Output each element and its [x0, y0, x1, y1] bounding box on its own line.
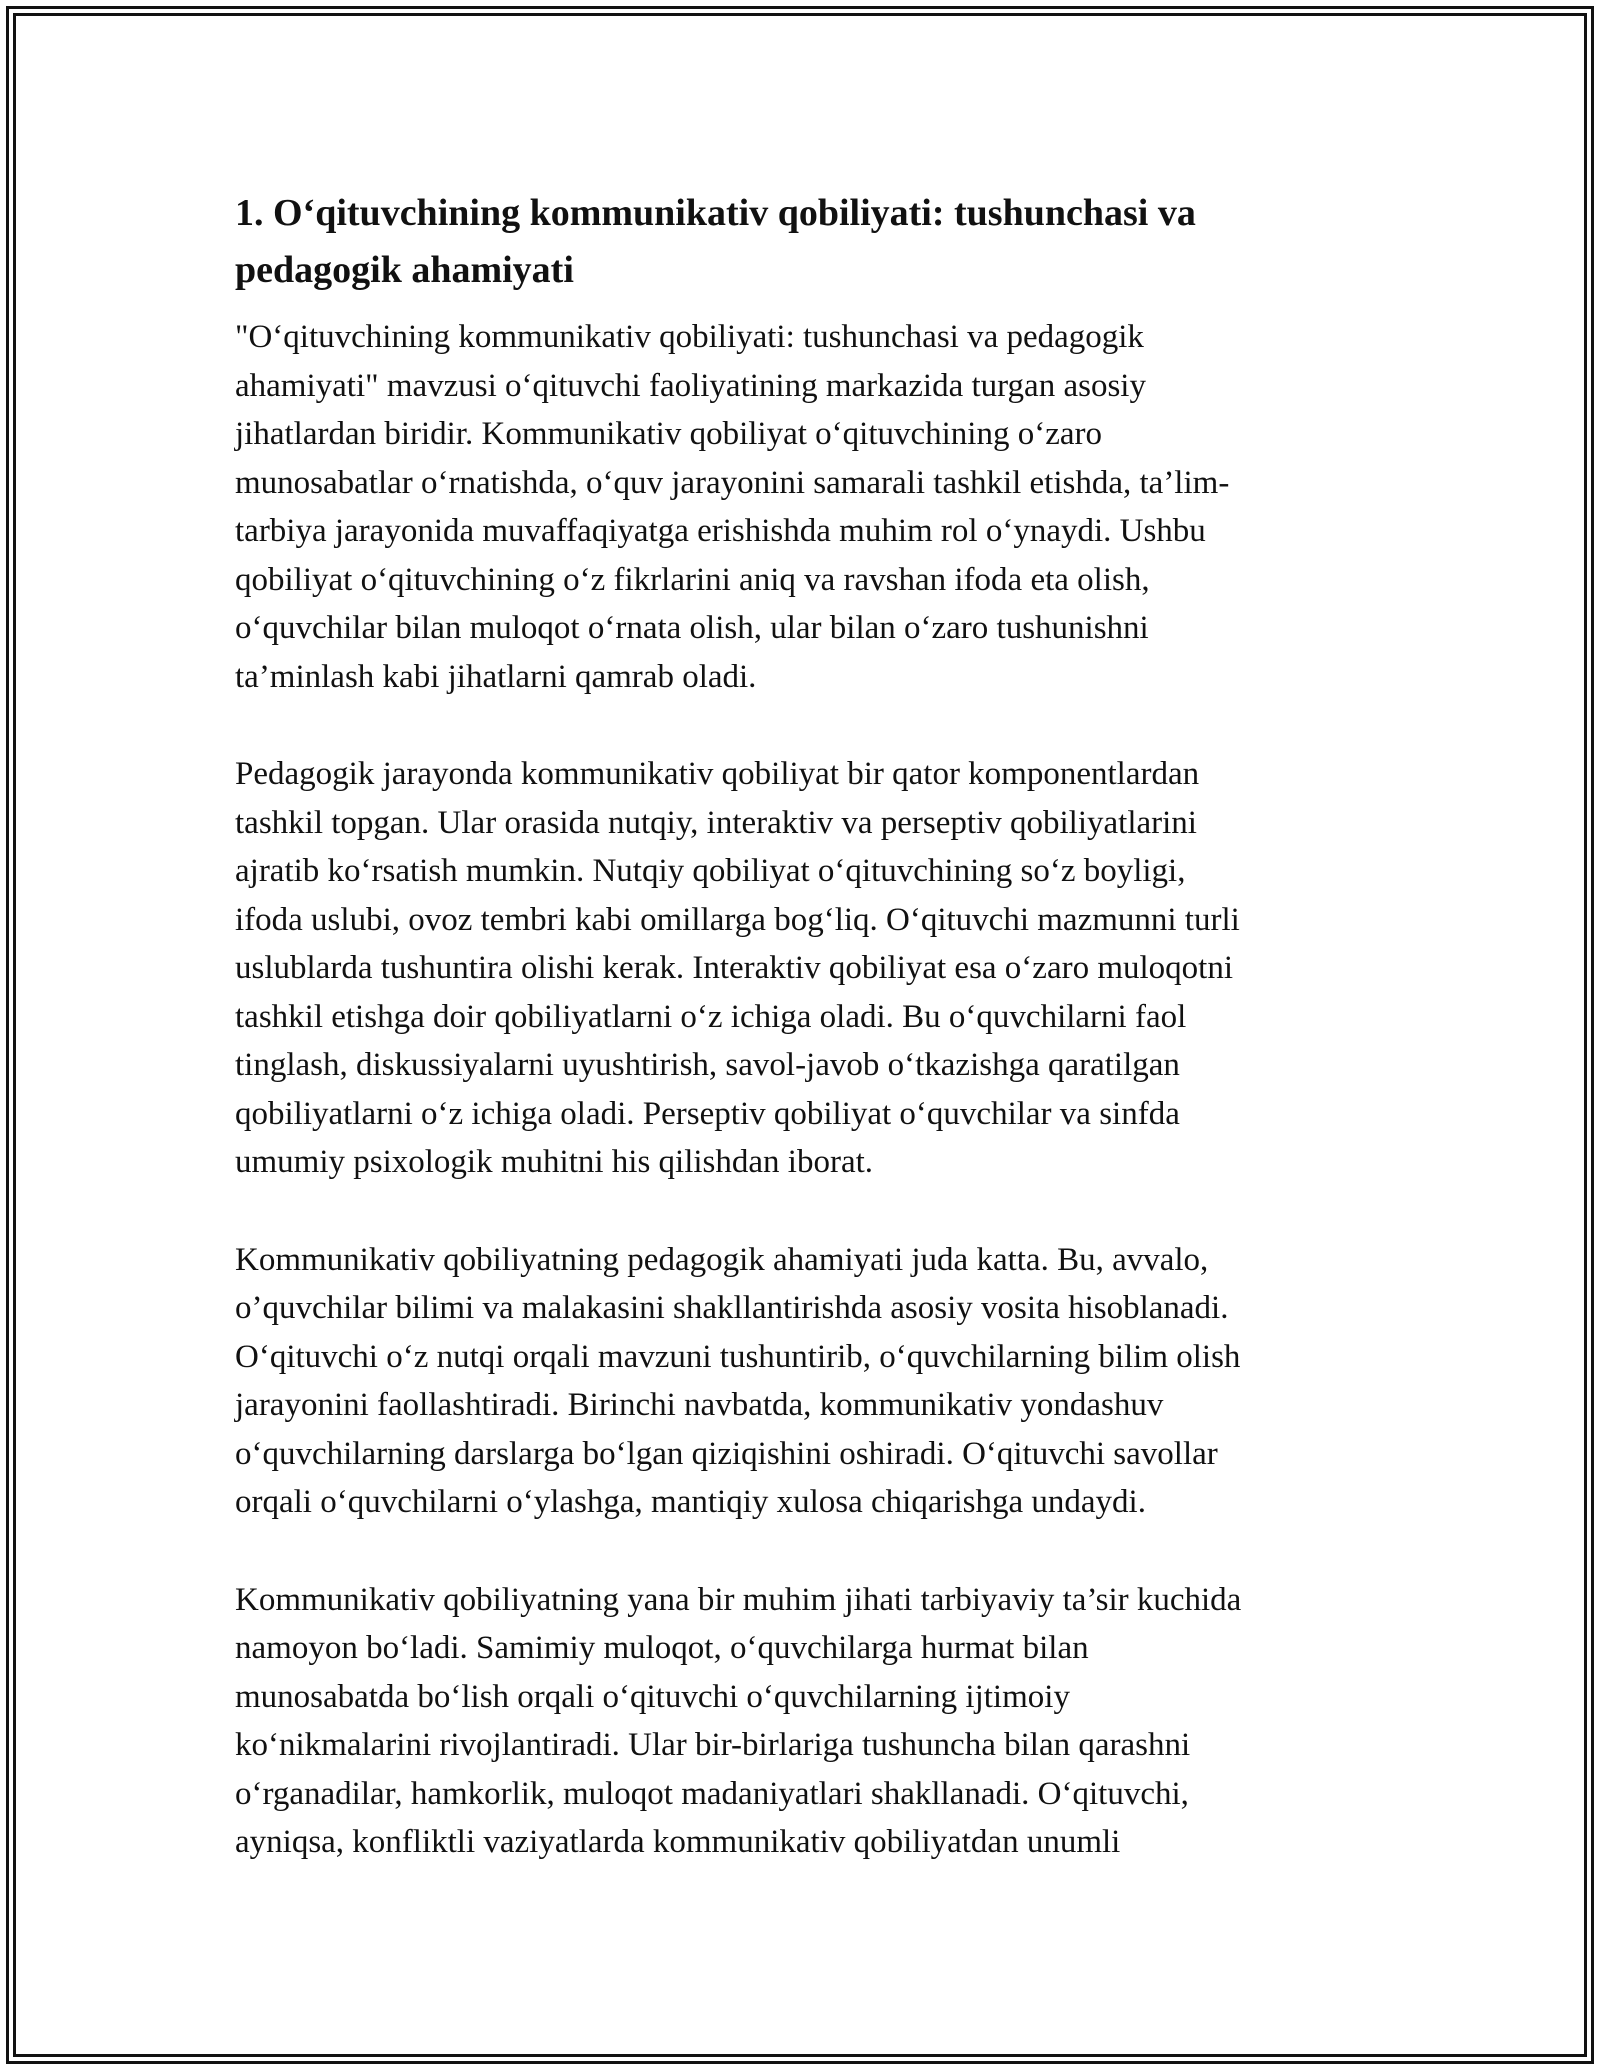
text-line: ayniqsa, konfliktli vaziyatlarda kommunikativ qobiliyatdan unumli [235, 1824, 1121, 1860]
text-line: munosabatda bo‘lish orqali o‘qituvchi o‘quvchilarning ijtimoiy [235, 1678, 1070, 1715]
text-line: qobiliyatlarni o‘z ichiga oladi. Perseptiv qobiliyat o‘quvchilar va sinfda [235, 1095, 1180, 1132]
text-line: ifoda uslubi, ovoz tembri kabi omillarga bog‘liq. O‘qituvchi mazmunni turli [235, 901, 1240, 938]
text-line: tashkil etishga doir qobiliyatlarni o‘z ichiga oladi. Bu o‘quvchilarni faol [235, 998, 1187, 1035]
text-line: qobiliyat o‘qituvchining o‘z fikrlarini aniq va ravshan ifoda eta olish, [235, 561, 1150, 598]
text-line: jarayonini faollashtiradi. Birinchi navbatda, kommunikativ yondashuv [235, 1387, 1164, 1423]
paragraph-4 [235, 1576, 1375, 1867]
text-line: ahamiyati" mavzusi o‘qituvchi faoliyatining markazida turgan asosiy [235, 367, 1146, 404]
text-line: Pedagogik jarayonda kommunikativ qobiliyat bir qator komponentlardan [235, 756, 1200, 792]
text-line: "O‘qituvchining kommunikativ qobiliyati: tushunchasi va pedagogik [235, 319, 1144, 355]
paragraph-2 [235, 750, 1375, 1187]
heading-line: 1. O‘qituvchining kommunikativ qobiliyati: tushunchasi va [235, 192, 1196, 234]
text-line: tarbiya jarayonida muvaffaqiyatga erishishda muhim rol o‘ynaydi. Ushbu [235, 513, 1206, 549]
text-line: o‘quvchilar bilan muloqot o‘rnata olish, ular bilan o‘zaro tushunishni [235, 610, 1149, 646]
text-line: uslublarda tushuntira olishi kerak. Interaktiv qobiliyat esa o‘zaro muloqotni [235, 950, 1234, 986]
text-line: orqali o‘quvchilarni o‘ylashga, mantiqiy xulosa chiqarishga undaydi. [235, 1484, 1146, 1520]
text-line: o‘quvchilarning darslarga bo‘lgan qiziqishini oshiradi. O‘qituvchi savollar [235, 1435, 1218, 1472]
paragraph-3 [235, 1236, 1375, 1527]
text-line: ajratib ko‘rsatish mumkin. Nutqiy qobiliyat o‘qituvchining so‘z boyligi, [235, 853, 1186, 889]
text-line: munosabatlar o‘rnatishda, o‘quv jarayonini samarali tashkil etishda, ta’lim- [235, 464, 1230, 501]
text-line: ta’minlash kabi jihatlarni qamrab oladi. [235, 658, 757, 695]
text-line: namoyon bo‘ladi. Samimiy muloqot, o‘quvchilarga hurmat bilan [235, 1630, 1089, 1666]
text-line: umumiy psixologik muhitni his qilishdan iborat. [235, 1144, 874, 1180]
text-line: ko‘nikmalarini rivojlantiradi. Ular bir-birlariga tushuncha bilan qarashni [235, 1727, 1191, 1763]
heading-line: pedagogik ahamiyati [235, 249, 574, 291]
paragraph-1 [235, 313, 1375, 701]
text-line: Kommunikativ qobiliyatning yana bir muhim jihati tarbiyaviy ta’sir kuchida [235, 1581, 1242, 1618]
document-body [235, 185, 1375, 1916]
text-line: Kommunikativ qobiliyatning pedagogik ahamiyati juda katta. Bu, avvalo, [235, 1241, 1209, 1278]
section-heading [235, 185, 1375, 299]
text-line: o’quvchilar bilimi va malakasini shakllantirishda asosiy vosita hisoblanadi. [235, 1290, 1229, 1326]
text-line: jihatlardan biridir. Kommunikativ qobiliyat o‘qituvchining o‘zaro [235, 416, 1102, 452]
text-line: o‘rganadilar, hamkorlik, muloqot madaniyatlari shakllanadi. O‘qituvchi, [235, 1775, 1189, 1812]
text-line: tashkil topgan. Ular orasida nutqiy, interaktiv va perseptiv qobiliyatlarini [235, 804, 1197, 841]
text-line: tinglash, diskussiyalarni uyushtirish, savol-javob o‘tkazishga qaratilgan [235, 1047, 1180, 1083]
text-line: O‘qituvchi o‘z nutqi orqali mavzuni tushuntirib, o‘quvchilarning bilim olish [235, 1338, 1241, 1375]
